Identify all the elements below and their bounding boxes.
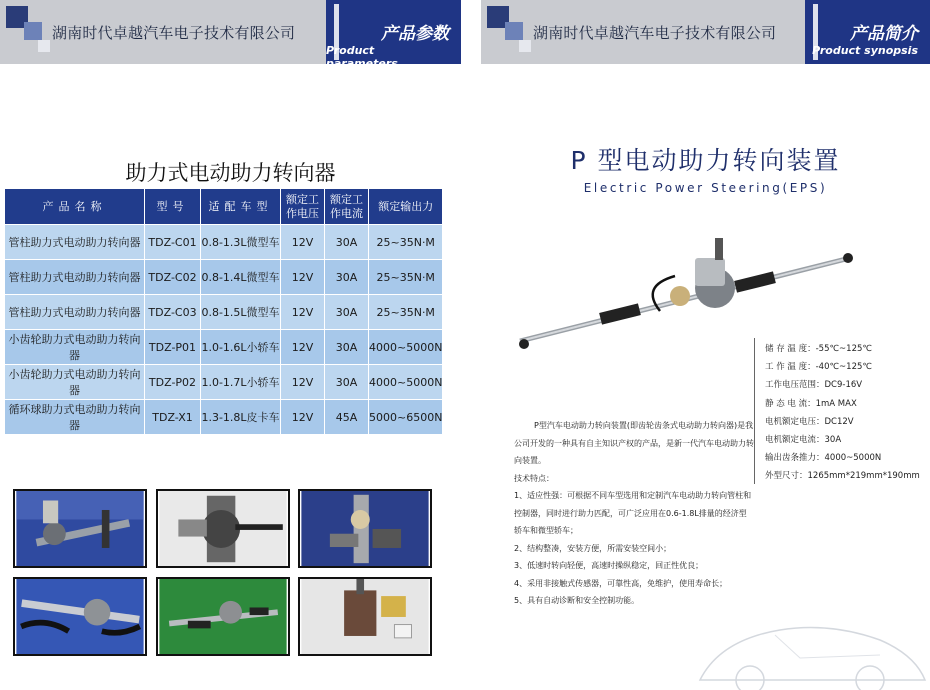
- intro-paragraph: P型汽车电动助力转向装置(即齿轮齿条式电动助力转向器)是我公司开发的一种具有自主知识产权的产品，是新一代汽车电动助力转向装置。: [514, 421, 754, 465]
- cell-voltage: 12V: [281, 400, 325, 435]
- section-tag-en: Product parameters: [326, 44, 398, 70]
- cell-output: 25~35N·M: [369, 260, 443, 295]
- left-page-title: 助力式电动助力转向器: [125, 161, 336, 185]
- product-photo: [156, 577, 290, 656]
- cell-vehicle: 0.8-1.5L微型车: [201, 295, 281, 330]
- eps-subtitle: Electric Power Steering(EPS): [583, 181, 828, 195]
- col-voltage-line1: 额定工: [286, 192, 319, 206]
- cell-vehicle: 1.0-1.7L小轿车: [201, 365, 281, 400]
- feature-item: 2、结构整凑，安装方便，所需安装空间小；: [514, 543, 672, 553]
- car-silhouette-icon: [680, 600, 930, 690]
- cell-output: 25~35N·M: [369, 295, 443, 330]
- table-row: [5, 295, 443, 330]
- left-page-header: [0, 0, 461, 70]
- cell-product-name: 管柱助力式电动助力转向器: [5, 225, 145, 260]
- cell-voltage: 12V: [281, 260, 325, 295]
- cell-current: 30A: [325, 295, 369, 330]
- col-vehicle: 适配车型: [201, 189, 281, 225]
- spec-item: 电机额定电压：DC12V: [765, 416, 854, 427]
- cell-model: TDZ-C03: [145, 295, 201, 330]
- col-product-name: 产品名称: [5, 189, 145, 225]
- cell-product-name: 管柱助力式电动助力转向器: [5, 260, 145, 295]
- table-row: [5, 260, 443, 295]
- cell-current: 45A: [325, 400, 369, 435]
- features-title: 技术特点：: [514, 473, 554, 483]
- cell-voltage: 12V: [281, 365, 325, 400]
- col-voltage-line2: 作电压: [286, 206, 319, 220]
- page-gutter: [461, 0, 481, 690]
- spec-item: 静 态 电 流：1mA MAX: [765, 398, 857, 409]
- col-output: 额定输出力: [369, 189, 443, 225]
- section-tag-zh: 产品简介: [850, 24, 918, 44]
- feature-item: 1、适应性强：可根据不同车型选用和定制汽车电动助力转向管柱和控制器，同时进行助力匹配，可广泛应用在0.6-1.8L排量的经济型轿车和微型轿车；: [514, 491, 752, 535]
- spec-item: 电机额定电流：30A: [765, 435, 842, 446]
- logo-square-light: [519, 40, 531, 52]
- cell-model: TDZ-C01: [145, 225, 201, 260]
- logo-square-mid: [24, 22, 42, 40]
- company-name: 湖南时代卓越汽车电子技术有限公司: [533, 24, 777, 42]
- cell-voltage: 12V: [281, 225, 325, 260]
- cell-vehicle: 1.0-1.6L小轿车: [201, 330, 281, 365]
- specs-list: [765, 340, 920, 486]
- cell-output: 25~35N·M: [369, 225, 443, 260]
- specs-divider: [754, 338, 755, 484]
- cell-model: TDZ-P02: [145, 365, 201, 400]
- spec-item: 储 存 温 度：-55℃~125℃: [765, 344, 872, 354]
- cell-current: 30A: [325, 260, 369, 295]
- table-row: [5, 400, 443, 435]
- col-current-line2: 作电流: [330, 206, 363, 220]
- eps-title: P 型电动助力转向装置: [570, 146, 841, 175]
- spec-item: 外型尺寸：1265mm*219mm*190mm: [765, 471, 920, 482]
- table-row: [5, 365, 443, 400]
- cell-model: TDZ-P01: [145, 330, 201, 365]
- cell-voltage: 12V: [281, 295, 325, 330]
- cell-product-name: 小齿轮助力式电动助力转向器: [5, 365, 145, 400]
- section-tag-en: Product synopsis: [812, 44, 918, 57]
- logo-square-light: [38, 40, 50, 52]
- company-name: 湖南时代卓越汽车电子技术有限公司: [52, 24, 296, 42]
- product-description: [514, 417, 754, 610]
- feature-item: 3、低速时转向轻便，高速时操纵稳定，回正性优良；: [514, 561, 704, 570]
- cell-output: 4000~5000N: [369, 365, 443, 400]
- cell-product-name: 管柱助力式电动助力转向器: [5, 295, 145, 330]
- spec-item: 工作电压范围：DC9-16V: [765, 380, 863, 391]
- section-tag: [805, 0, 930, 64]
- cell-product-name: 循环球助力式电动助力转向器: [5, 400, 145, 435]
- cell-model: TDZ-C02: [145, 260, 201, 295]
- table-row: [5, 330, 443, 365]
- col-current-line1: 额定工: [330, 192, 363, 206]
- table-row: [5, 225, 443, 260]
- spec-item: 工 作 温 度：-40℃~125℃: [765, 362, 872, 373]
- feature-item: 4、采用非接触式传感器，可靠性高，免维护，使用寿命长；: [514, 578, 728, 588]
- cell-product-name: 小齿轮助力式电动助力转向器: [5, 330, 145, 365]
- cell-output: 5000~6500N: [369, 400, 443, 435]
- cell-voltage: 12V: [281, 330, 325, 365]
- feature-item: 5、具有自动诊断和安全控制功能。: [514, 596, 640, 605]
- cell-vehicle: 0.8-1.3L微型车: [201, 225, 281, 260]
- cell-vehicle: 0.8-1.4L微型车: [201, 260, 281, 295]
- product-photo: [156, 489, 290, 568]
- cell-model: TDZ-X1: [145, 400, 201, 435]
- right-page-header: [481, 0, 930, 64]
- col-model: 型号: [145, 189, 201, 225]
- cell-output: 4000~5000N: [369, 330, 443, 365]
- product-photo: [13, 577, 147, 656]
- logo-square-mid: [505, 22, 523, 40]
- cell-current: 30A: [325, 330, 369, 365]
- spec-item: 输出齿条推力：4000~5000N: [765, 453, 882, 464]
- col-current: [325, 189, 369, 225]
- cell-current: 30A: [325, 225, 369, 260]
- cell-vehicle: 1.3-1.8L皮卡车: [201, 400, 281, 435]
- spec-table-header: [5, 189, 443, 225]
- product-photo: [298, 577, 432, 656]
- spec-table: [4, 188, 443, 435]
- section-tag-zh: 产品参数: [381, 24, 449, 44]
- section-tag: [326, 0, 461, 70]
- col-voltage: [281, 189, 325, 225]
- product-photo: [298, 489, 432, 568]
- product-photo: [13, 489, 147, 568]
- cell-current: 30A: [325, 365, 369, 400]
